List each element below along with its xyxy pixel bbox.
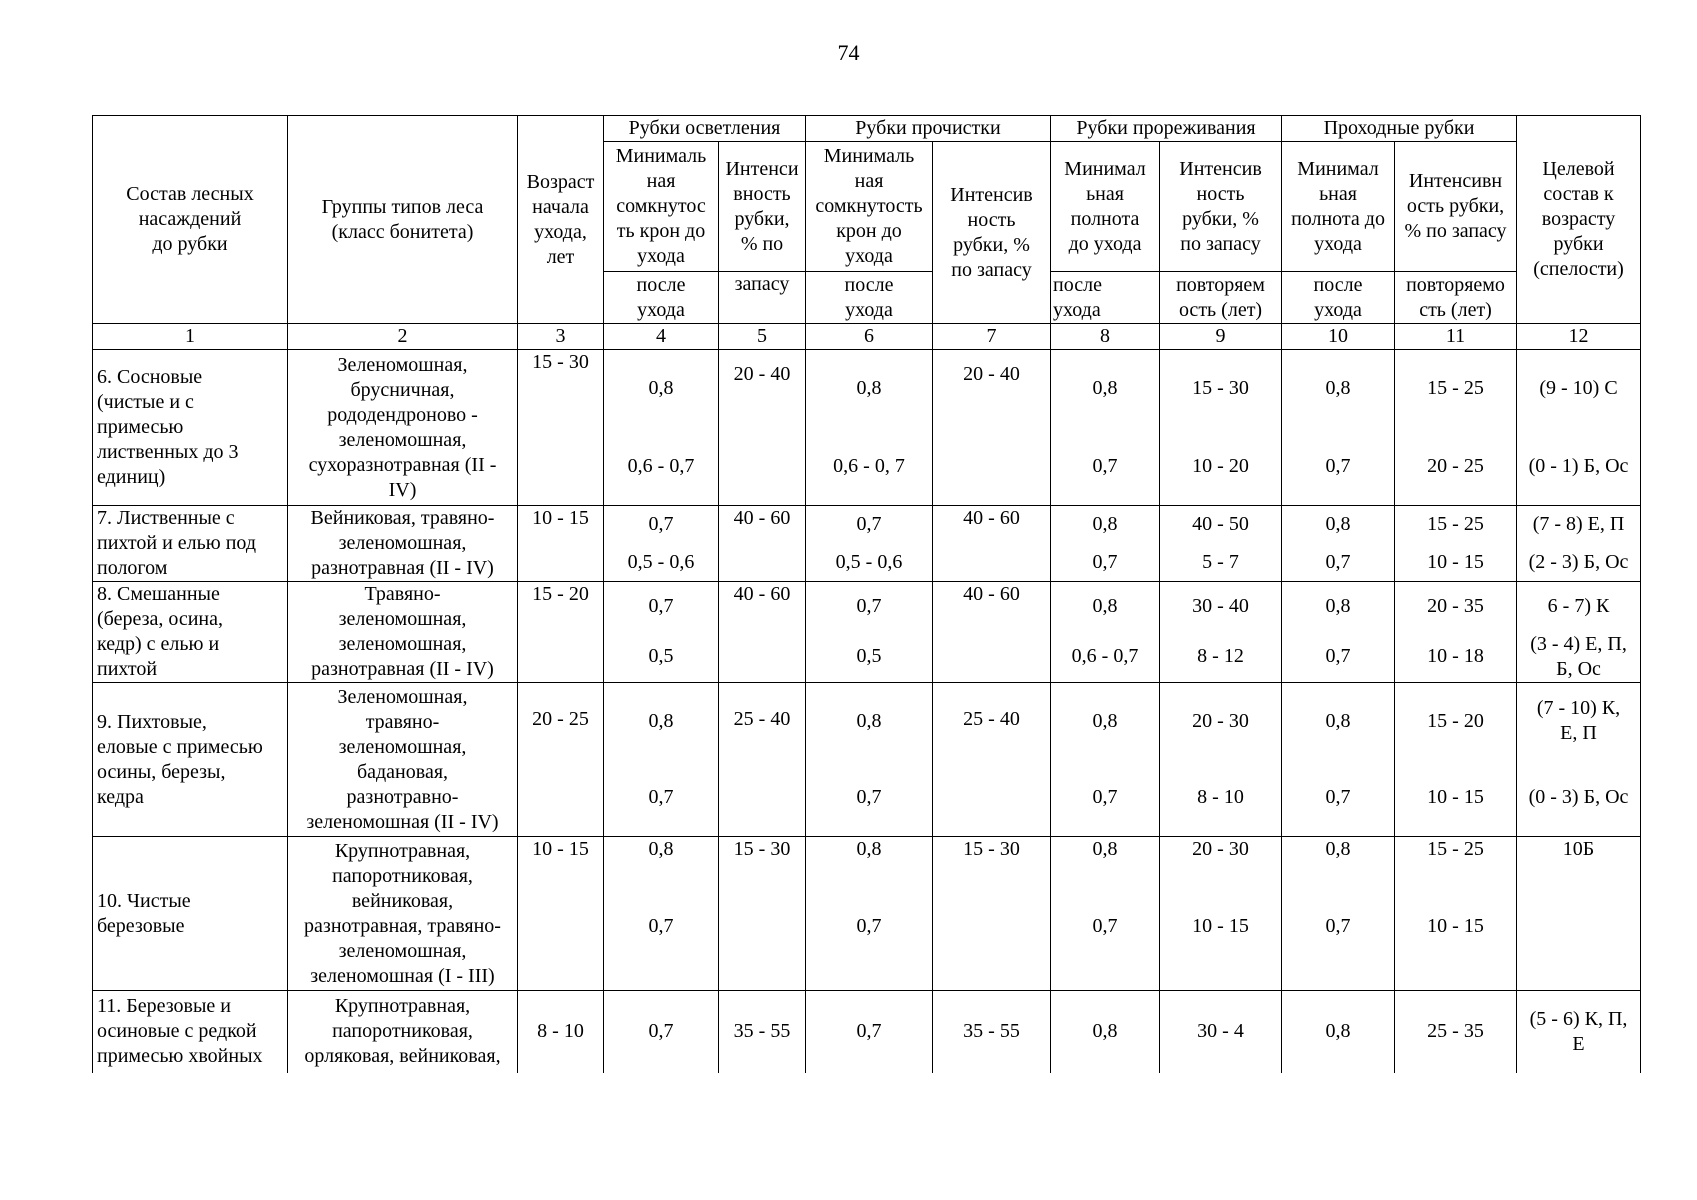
group-passing: Проходные рубки: [1282, 116, 1517, 142]
cell-value: 40 - 60: [719, 506, 806, 582]
cell-value: 10 - 15: [1395, 914, 1517, 991]
cell-value: 15 - 30: [1160, 350, 1282, 428]
cell-value: 0,8: [1282, 350, 1395, 428]
group-thinning: Рубки прореживания: [1051, 116, 1282, 142]
cell-value: 40 - 60: [719, 582, 806, 683]
column-number: 1: [93, 324, 288, 350]
table-row: [93, 582, 1641, 632]
header-col4-bottom: после ухода: [604, 272, 719, 324]
row-forest-types: Зеленомошная, брусничная, рододендроново - зеленомошная, сухоразнотравная (II - IV): [288, 350, 518, 506]
cell-value: 20 - 30: [1160, 683, 1282, 760]
cell-value: 0,8: [1051, 582, 1160, 632]
cell-value: 15 - 25: [1395, 837, 1517, 914]
cell-value: 40 - 50: [1160, 506, 1282, 544]
cell-value: 0,7: [806, 991, 933, 1073]
header-col12: Целевой состав к возрасту рубки (спелости): [1517, 116, 1641, 324]
header-col4-top: Минималь ная сомкнутос ть крон до ухода: [604, 142, 719, 272]
row-forest-types: Крупнотравная, папоротниковая, вейниковая, разнотравная, травяно- зеленомошная, зеленомошная (I - III): [288, 837, 518, 991]
column-number: 4: [604, 324, 719, 350]
header-col10-bottom: после ухода: [1282, 272, 1395, 324]
row-forest-types: Зеленомошная, травяно- зеленомошная, бадановая, разнотравно- зеленомошная (II - IV): [288, 683, 518, 837]
cell-value: 0,8: [1282, 582, 1395, 632]
thinning-table: [92, 115, 1641, 1073]
cell-value: 0,7: [1282, 914, 1395, 991]
header-col9-top: Интенсив ность рубки, % по запасу: [1160, 142, 1282, 272]
cell-value: 0,7: [1282, 632, 1395, 683]
cell-value: 15 - 30: [719, 837, 806, 991]
cell-value: (2 - 3) Б, Ос: [1517, 544, 1641, 582]
header-col5-top: Интенси вность рубки, % по: [719, 142, 806, 272]
row-composition: 6. Сосновые (чистые и с примесью лиственных до 3 единиц): [93, 350, 288, 506]
cell-value: 0,5 - 0,6: [604, 544, 719, 582]
table-row: [93, 350, 1641, 428]
header-col10-top: Минимал ьная полнота до ухода: [1282, 142, 1395, 272]
cell-value: (7 - 10) К, Е, П: [1517, 683, 1641, 760]
header-col9-bottom: повторяем ость (лет): [1160, 272, 1282, 324]
cell-value: 15 - 20: [1395, 683, 1517, 760]
cell-value: 10 - 18: [1395, 632, 1517, 683]
cell-value: 0,8: [1282, 991, 1395, 1073]
cell-value: 0,8: [806, 350, 933, 428]
cell-value: (9 - 10) С: [1517, 350, 1641, 428]
cell-value: 0,7: [1051, 428, 1160, 506]
column-number: 9: [1160, 324, 1282, 350]
cell-value: 30 - 4: [1160, 991, 1282, 1073]
cell-value: 0,8: [604, 683, 719, 760]
header-col11-top: Интенсивн ость рубки, % по запасу: [1395, 142, 1517, 272]
cell-value: 10 - 15: [1160, 914, 1282, 991]
header-col7: Интенсив ность рубки, % по запасу: [933, 142, 1051, 324]
column-numbers-row: [93, 324, 1641, 350]
cell-value: 30 - 40: [1160, 582, 1282, 632]
cell-value: 0,6 - 0, 7: [806, 428, 933, 506]
header-col6-top: Минималь ная сомкнутость крон до ухода: [806, 142, 933, 272]
cell-value: 25 - 35: [1395, 991, 1517, 1073]
cell-value: 35 - 55: [933, 991, 1051, 1073]
cell-value: 0,5: [604, 632, 719, 683]
header-col6-bottom: после ухода: [806, 272, 933, 324]
cell-value: 0,7: [806, 582, 933, 632]
cell-value: 0,8: [1051, 837, 1160, 914]
cell-value: 20 - 25: [1395, 428, 1517, 506]
cell-value: 0,6 - 0,7: [604, 428, 719, 506]
cell-value: 40 - 60: [933, 506, 1051, 582]
page-number: 74: [837, 40, 860, 65]
table-row: [93, 837, 1641, 914]
row-age: 8 - 10: [518, 991, 604, 1073]
cell-value: 0,6 - 0,7: [1051, 632, 1160, 683]
cell-value: (5 - 6) К, П, Е: [1517, 991, 1641, 1073]
cell-value: 0,8: [1051, 350, 1160, 428]
cell-value: 0,7: [604, 760, 719, 837]
cell-value: 0,7: [806, 506, 933, 544]
cell-value: 10 - 20: [1160, 428, 1282, 506]
cell-value: 0,5 - 0,6: [806, 544, 933, 582]
cell-value: 15 - 25: [1395, 350, 1517, 428]
header-col8-bottom: после ухода: [1051, 272, 1160, 324]
cell-value: 0,7: [1051, 760, 1160, 837]
cell-value: 15 - 25: [1395, 506, 1517, 544]
header-col5-bottom: запасу: [719, 272, 806, 324]
cell-value: 35 - 55: [719, 991, 806, 1073]
cell-value: 0,8: [1051, 506, 1160, 544]
cell-value: 20 - 40: [933, 350, 1051, 506]
cell-value: (7 - 8) Е, П: [1517, 506, 1641, 544]
row-composition: 11. Березовые и осиновые с редкой примесью хвойных: [93, 991, 288, 1073]
group-cleaning: Рубки прочистки: [806, 116, 1051, 142]
cell-value: 0,8: [1051, 991, 1160, 1073]
cell-value: 5 - 7: [1160, 544, 1282, 582]
cell-value: 20 - 35: [1395, 582, 1517, 632]
cell-value: 10 - 15: [1395, 544, 1517, 582]
row-age: 10 - 15: [518, 506, 604, 582]
row-age: 10 - 15: [518, 837, 604, 991]
cell-value: 0,8: [806, 683, 933, 760]
cell-value: (0 - 3) Б, Ос: [1517, 760, 1641, 837]
cell-value: 0,7: [1282, 428, 1395, 506]
cell-value: 0,8: [806, 837, 933, 914]
column-number: 3: [518, 324, 604, 350]
row-composition: 9. Пихтовые, еловые с примесью осины, березы, кедра: [93, 683, 288, 837]
header-col1: Состав лесных насаждений до рубки: [93, 116, 288, 324]
cell-value: 0,7: [604, 914, 719, 991]
table-row: [93, 506, 1641, 544]
row-composition: 8. Смешанные (береза, осина, кедр) с елью и пихтой: [93, 582, 288, 683]
cell-value: (0 - 1) Б, Ос: [1517, 428, 1641, 506]
cell-value: 0,8: [1282, 506, 1395, 544]
row-age: 20 - 25: [518, 683, 604, 837]
cell-value: 10Б: [1517, 837, 1641, 914]
column-number: 11: [1395, 324, 1517, 350]
cell-value: 0,8: [604, 350, 719, 428]
cell-value: 0,7: [806, 760, 933, 837]
column-number: 10: [1282, 324, 1395, 350]
cell-value: 40 - 60: [933, 582, 1051, 683]
cell-value: 25 - 40: [933, 683, 1051, 837]
cell-value: 15 - 30: [933, 837, 1051, 991]
cell-value: 25 - 40: [719, 683, 806, 837]
row-forest-types: Крупнотравная, папоротниковая, орляковая, вейниковая,: [288, 991, 518, 1073]
header-col3: Возраст начала ухода, лет: [518, 116, 604, 324]
table-row: [93, 991, 1641, 1073]
row-composition: 7. Лиственные с пихтой и елью под пологом: [93, 506, 288, 582]
cell-value: 0,7: [604, 582, 719, 632]
cell-value: 0,7: [604, 991, 719, 1073]
cell-value: 0,7: [1282, 544, 1395, 582]
column-number: 7: [933, 324, 1051, 350]
header-col8-top: Минимал ьная полнота до ухода: [1051, 142, 1160, 272]
cell-value: 0,7: [1282, 760, 1395, 837]
table-row: [93, 683, 1641, 760]
cell-value: 0,8: [604, 837, 719, 914]
cell-value: 20 - 40: [719, 350, 806, 506]
cell-value: 0,7: [806, 914, 933, 991]
row-forest-types: Травяно- зеленомошная, зеленомошная, разнотравная (II - IV): [288, 582, 518, 683]
cell-value: 0,8: [1282, 683, 1395, 760]
cell-value: 0,7: [1051, 544, 1160, 582]
header-col2: Группы типов леса (класс бонитета): [288, 116, 518, 324]
cell-value: 10 - 15: [1395, 760, 1517, 837]
column-number: 6: [806, 324, 933, 350]
cell-value: 8 - 12: [1160, 632, 1282, 683]
cell-value: (3 - 4) Е, П, Б, Ос: [1517, 632, 1641, 683]
column-number: 12: [1517, 324, 1641, 350]
cell-value: 8 - 10: [1160, 760, 1282, 837]
column-number: 2: [288, 324, 518, 350]
header-col11-bottom: повторяемо сть (лет): [1395, 272, 1517, 324]
cell-value: 0,7: [1051, 914, 1160, 991]
cell-value: 20 - 30: [1160, 837, 1282, 914]
column-number: 5: [719, 324, 806, 350]
cell-value: 0,8: [1282, 837, 1395, 914]
cell-value: 0,8: [1051, 683, 1160, 760]
row-age: 15 - 30: [518, 350, 604, 506]
cell-value: 6 - 7) К: [1517, 582, 1641, 632]
row-age: 15 - 20: [518, 582, 604, 683]
cell-value: 0,5: [806, 632, 933, 683]
group-clearing: Рубки осветления: [604, 116, 806, 142]
row-forest-types: Вейниковая, травяно- зеленомошная, разнотравная (II - IV): [288, 506, 518, 582]
cell-value: 0,7: [604, 506, 719, 544]
column-number: 8: [1051, 324, 1160, 350]
row-composition: 10. Чистые березовые: [93, 837, 288, 991]
cell-value: [1517, 914, 1641, 991]
